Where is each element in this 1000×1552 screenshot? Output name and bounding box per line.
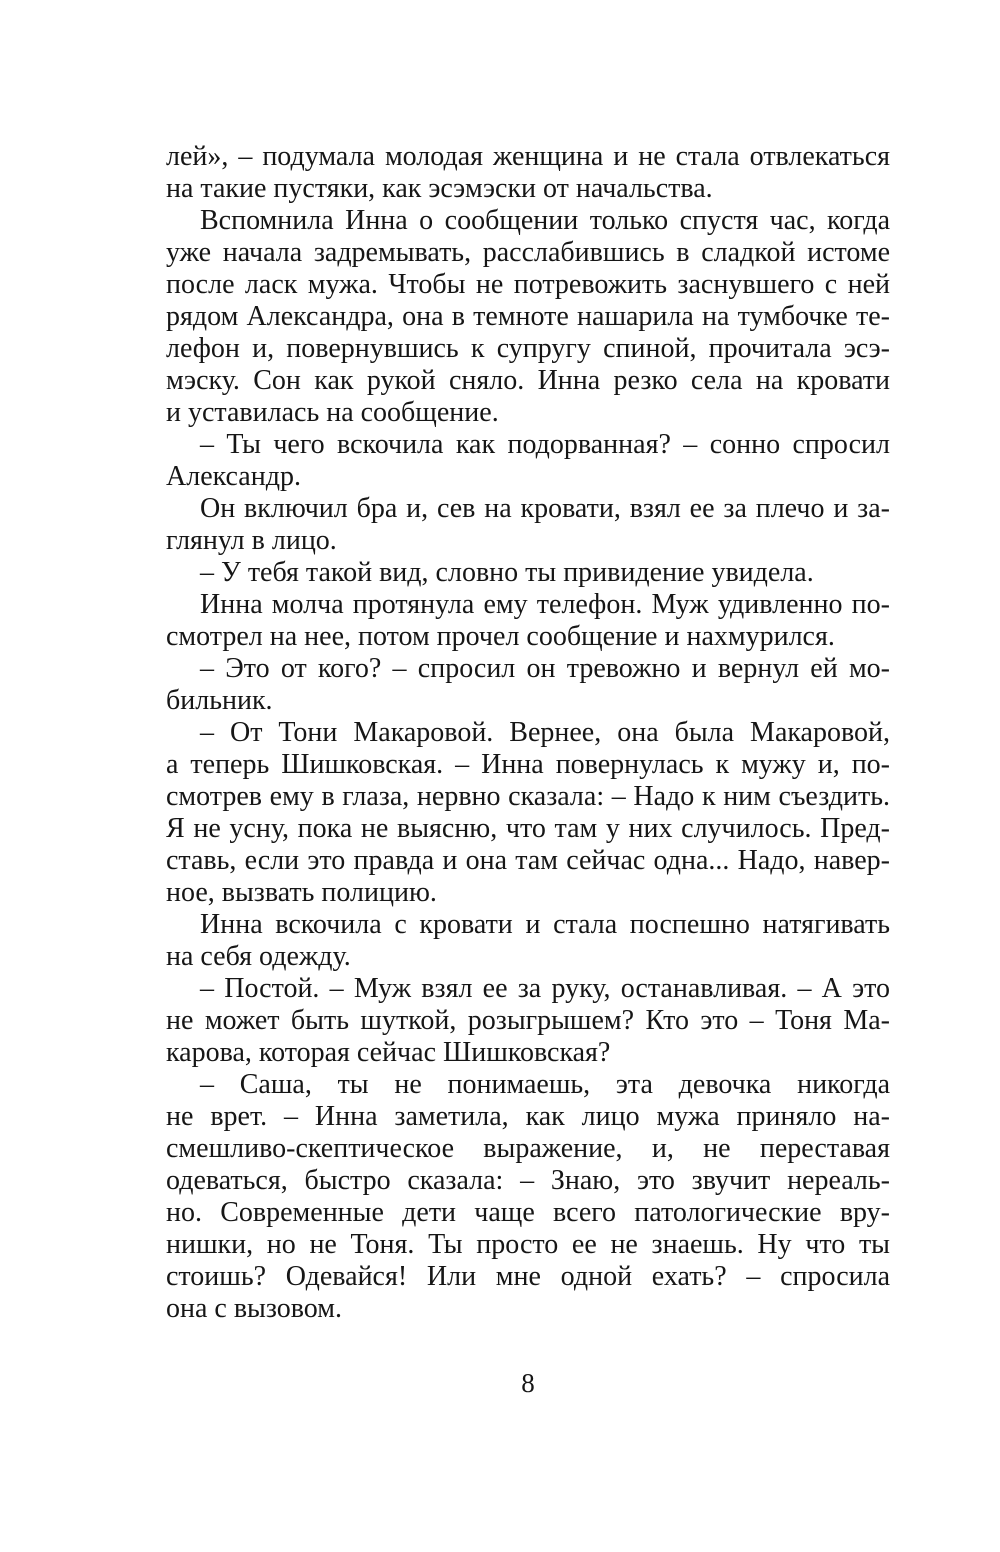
text-line: глянул в лицо. [166,525,337,556]
paragraph [166,493,890,557]
text-line: Он включил бра и, сев на кровати, взял ее за плечо и за- [200,493,890,524]
text-line: – Постой. – Муж взял ее за руку, останавливая. – А это [200,973,890,1004]
text-line: и уставилась на сообщение. [166,397,499,428]
text-line: стоишь? Одевайся! Или мне одной ехать? – спросила [166,1261,890,1292]
text-line: не может быть шуткой, розыгрышем? Кто это – Тоня Ма- [166,1005,890,1036]
paragraph [166,973,890,1069]
text-line: – Это от кого? – спросил он тревожно и вернул ей мо- [200,653,890,684]
text-line: а теперь Шишковская. – Инна повернулась к мужу и, по- [166,749,890,780]
paragraph [166,717,890,909]
paragraph [166,589,890,653]
text-line: не врет. – Инна заметила, как лицо мужа приняло на- [166,1101,890,1132]
text-line: Я не усну, пока не выясню, что там у них случилось. Пред- [166,813,890,844]
text-line: уже начала задремывать, расслабившись в сладкой истоме [166,237,890,268]
text-line: бильник. [166,685,273,716]
text-line: – От Тони Макаровой. Вернее, она была Макаровой, [200,717,890,748]
paragraph [166,1069,890,1325]
text-line: мэску. Сон как рукой сняло. Инна резко села на кровати [166,365,890,396]
text-line: смотрел на нее, потом прочел сообщение и нахмурился. [166,621,835,652]
text-line: после ласк мужа. Чтобы не потревожить заснувшего с ней [166,269,890,300]
text-line: Инна молча протянула ему телефон. Муж удивленно по- [200,589,890,620]
text-line: лефон и, повернувшись к супругу спиной, прочитала эсэ- [166,333,890,364]
text-line: на такие пустяки, как эсэмэски от начальства. [166,173,713,204]
text-line: лей», – подумала молодая женщина и не стала отвлекаться [166,141,890,172]
text-line: она с вызовом. [166,1293,342,1324]
text-line: Александр. [166,461,301,492]
paragraph [166,557,890,589]
text-line: смотрев ему в глаза, нервно сказала: – Надо к ним съездить. [166,781,890,812]
text-line: одеваться, быстро сказала: – Знаю, это звучит нереаль- [166,1165,890,1196]
paragraph [166,909,890,973]
text-line: – Саша, ты не понимаешь, эта девочка никогда [200,1069,890,1100]
text-line: Инна вскочила с кровати и стала поспешно натягивать [200,909,890,940]
text-line: ставь, если это правда и она там сейчас одна... Надо, навер- [166,845,890,876]
text-line: нишки, но не Тоня. Ты просто ее не знаешь. Ну что ты [166,1229,890,1260]
text-line: Вспомнила Инна о сообщении только спустя час, когда [200,205,890,236]
paragraph [166,141,890,205]
paragraph [166,205,890,429]
text-line: но. Современные дети чаще всего патологические вру- [166,1197,890,1228]
page-number: 8 [521,1368,535,1398]
text-line: на себя одежду. [166,941,351,972]
text-line: смешливо-скептическое выражение, и, не переставая [166,1133,890,1164]
text-line: – У тебя такой вид, словно ты привидение увидела. [200,557,814,588]
text-line: рядом Александра, она в темноте нашарила на тумбочке те- [166,301,890,332]
text-line: – Ты чего вскочила как подорванная? – сонно спросил [200,429,890,460]
paragraph [166,653,890,717]
text-line: ное, вызвать полицию. [166,877,437,908]
paragraph [166,429,890,493]
page-text-block [166,141,890,1325]
text-line: карова, которая сейчас Шишковская? [166,1037,611,1068]
